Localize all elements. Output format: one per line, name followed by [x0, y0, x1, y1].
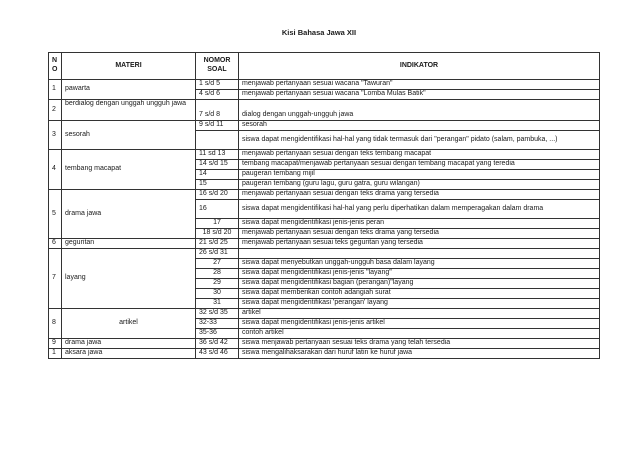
nomor-soal-cell: 17: [196, 219, 239, 229]
nomor-soal-cell: 28: [196, 269, 239, 279]
materi-cell: drama jawa: [62, 190, 196, 239]
table-row: [49, 309, 600, 319]
table-row: [49, 249, 600, 259]
nomor-soal-cell: 1 s/d 5: [196, 80, 239, 90]
row-number: 4: [49, 150, 62, 190]
document-title: Kisi Bahasa Jawa XII: [281, 28, 357, 37]
nomor-soal-cell: 16: [196, 200, 239, 219]
row-number: 2: [49, 100, 62, 121]
row-number: 5: [49, 190, 62, 239]
row-number: 9: [49, 339, 62, 349]
nomor-soal-cell: 21 s/d 25: [196, 239, 239, 249]
indikator-cell: siswa mengalihaksarakan dari huruf latin ke huruf jawa: [239, 349, 600, 359]
materi-cell: tembang macapat: [62, 150, 196, 190]
row-number: 1: [49, 80, 62, 100]
materi-cell: geguritan: [62, 239, 196, 249]
indikator-cell: contoh artikel: [239, 329, 600, 339]
table-row: [49, 121, 600, 131]
materi-cell: berdialog dengan unggah ungguh jawa: [62, 100, 196, 121]
table-body: [49, 80, 600, 359]
table-row: [49, 190, 600, 200]
row-number: 1: [49, 349, 62, 359]
indikator-cell: siswa dapat mengidentifikasi jenis-jenis peran: [239, 219, 600, 229]
table-row: [49, 239, 600, 249]
row-number: 6: [49, 239, 62, 249]
indikator-cell: artikel: [239, 309, 600, 319]
materi-cell: drama jawa: [62, 339, 196, 349]
table-row: [49, 150, 600, 160]
materi-cell: pawarta: [62, 80, 196, 100]
indikator-cell: menjawab pertanyaan sesuai teks geguritan yang tersedia: [239, 239, 600, 249]
nomor-soal-cell: 15: [196, 180, 239, 190]
table-row: [49, 80, 600, 90]
nomor-soal-cell: 36 s/d 42: [196, 339, 239, 349]
table-row: [49, 349, 600, 359]
nomor-soal-cell: 32 s/d 35: [196, 309, 239, 319]
row-number: 7: [49, 249, 62, 309]
indikator-cell: [239, 249, 600, 259]
materi-cell: layang: [62, 249, 196, 309]
indikator-cell: siswa dapat mengidentifikasi jenis-jenis "layang": [239, 269, 600, 279]
indikator-cell: menjawab pertanyaan sesuai wacana "Tawuran": [239, 80, 600, 90]
nomor-soal-cell: 27: [196, 259, 239, 269]
header-indikator: INDIKATOR: [239, 53, 600, 80]
indikator-cell: siswa dapat mengidentifikasi 'perangan' layang: [239, 299, 600, 309]
indikator-cell: siswa dapat mengidentifikasi hal-hal yang perlu diperhatikan dalam memperagakan dalam drama: [239, 200, 600, 219]
row-number: 8: [49, 309, 62, 339]
indikator-cell: menjawab pertanyaan sesuai dengan teks drama yang tersedia: [239, 190, 600, 200]
kisi-table: [48, 52, 600, 359]
row-number: 3: [49, 121, 62, 150]
indikator-cell: siswa dapat menyebutkan unggah-ungguh basa dalam layang: [239, 259, 600, 269]
table-row: [49, 100, 600, 121]
nomor-soal-cell: 35-36: [196, 329, 239, 339]
nomor-soal-cell: 32-33: [196, 319, 239, 329]
nomor-soal-cell: 30: [196, 289, 239, 299]
nomor-soal-cell: 4 s/d 6: [196, 90, 239, 100]
indikator-cell: siswa dapat mengidentifikasi bagian (perangan)"layang: [239, 279, 600, 289]
indikator-cell: siswa dapat mengidentifikasi jenis-jenis artikel: [239, 319, 600, 329]
indikator-cell: tembang macapat/menjawab pertanyaan sesuai dengan tembang macapat yang teredia: [239, 160, 600, 170]
indikator-cell: siswa menjawab pertanyaan sesuai teks drama yang telah tersedia: [239, 339, 600, 349]
header-materi: MATERI: [62, 53, 196, 80]
nomor-soal-cell: 11 sd 13: [196, 150, 239, 160]
nomor-soal-cell: 26 s/d 31: [196, 249, 239, 259]
indikator-cell: menjawab pertanyaan sesuai dengan teks tembang macapat: [239, 150, 600, 160]
indikator-cell: dialog dengan unggah-ungguh jawa: [239, 100, 600, 121]
materi-cell: aksara jawa: [62, 349, 196, 359]
nomor-soal-cell: 9 s/d 11: [196, 121, 239, 131]
indikator-cell: paugeran tembang (guru lagu, guru gatra, guru wilangan): [239, 180, 600, 190]
header-nomor-soal: NOMOR SOAL: [196, 53, 239, 80]
nomor-soal-cell: 29: [196, 279, 239, 289]
nomor-soal-cell: 31: [196, 299, 239, 309]
nomor-soal-cell: [196, 131, 239, 150]
indikator-cell: paugeran tembang mijil: [239, 170, 600, 180]
nomor-soal-cell: 14 s/d 15: [196, 160, 239, 170]
nomor-soal-cell: 16 s/d 20: [196, 190, 239, 200]
indikator-cell: siswa dapat memberikan contoh adangiah surat: [239, 289, 600, 299]
nomor-soal-cell: 7 s/d 8: [196, 100, 239, 121]
materi-cell: artikel: [62, 309, 196, 339]
indikator-cell: menjawab pertanyaan sesuai dengan teks drama yang tersedia: [239, 229, 600, 239]
header-no: N O: [49, 53, 62, 80]
nomor-soal-cell: 14: [196, 170, 239, 180]
indikator-cell: sesorah: [239, 121, 600, 131]
nomor-soal-cell: 43 s/d 46: [196, 349, 239, 359]
materi-cell: sesorah: [62, 121, 196, 150]
nomor-soal-cell: 18 s/d 20: [196, 229, 239, 239]
indikator-cell: siswa dapat mengidentifikasi hal-hal yang tidak termasuk dari "perangan" pidato (salam, pambuka, ...): [239, 131, 600, 150]
table-row: [49, 339, 600, 349]
indikator-cell: menjawab pertanyaan sesuai wacana "Lomba Mulas Batik": [239, 90, 600, 100]
